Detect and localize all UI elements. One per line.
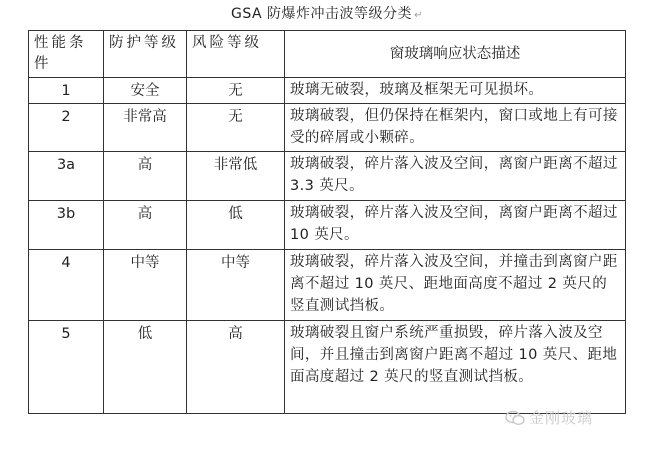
cell-risk: 无 [187, 104, 285, 152]
cell-description: 玻璃破裂且窗户系统严重损毁，碎片落入波及空间，并且撞击到离窗户距离不超过 10 英尺、距地面高度超过 2 英尺的竖直测试挡板。 [285, 321, 626, 414]
cell-protection: 高 [104, 152, 187, 201]
wechat-icon [505, 410, 525, 426]
table-row [29, 78, 626, 104]
table-row [29, 152, 626, 201]
cell-description: 玻璃无破裂，玻璃及框架无可见损坏。 [285, 78, 626, 104]
cell-condition: 1 [29, 78, 104, 104]
table-row [29, 250, 626, 321]
watermark-text: 金刚玻璃 [529, 409, 594, 427]
table-row [29, 104, 626, 152]
cell-risk: 高 [187, 321, 285, 414]
cell-description: 玻璃破裂，但仍保持在框架内，窗口或地上有可接受的碎屑或小颗碎。 [285, 104, 626, 152]
cell-condition: 4 [29, 250, 104, 321]
cell-condition: 3b [29, 201, 104, 250]
cell-protection: 高 [104, 201, 187, 250]
header-row [29, 31, 626, 78]
cell-protection: 安全 [104, 78, 187, 104]
watermark [505, 407, 593, 428]
cell-risk: 中等 [187, 250, 285, 321]
cell-protection: 低 [104, 321, 187, 414]
header-protection: 防护等级 [104, 31, 187, 78]
table-row [29, 201, 626, 250]
cell-condition: 5 [29, 321, 104, 414]
table-caption [0, 3, 654, 27]
cell-description: 玻璃破裂，碎片落入波及空间，并撞击到离窗户距离不超过 10 英尺、距地面高度不超过 2 英尺的竖直测试挡板。 [285, 250, 626, 321]
cell-condition: 3a [29, 152, 104, 201]
cell-condition: 2 [29, 104, 104, 152]
cell-description: 玻璃破裂，碎片落入波及空间，离窗户距离不超过 10 英尺。 [285, 201, 626, 250]
header-condition: 性能条件 [29, 31, 104, 78]
cell-protection: 中等 [104, 250, 187, 321]
paragraph-mark-icon: ↵ [414, 10, 423, 21]
cell-risk: 低 [187, 201, 285, 250]
cell-protection: 非常高 [104, 104, 187, 152]
cell-risk: 无 [187, 78, 285, 104]
gsa-blast-classification-table [28, 30, 626, 414]
table-row [29, 321, 626, 414]
header-description: 窗玻璃响应状态描述 [285, 31, 626, 78]
cell-description: 玻璃破裂，碎片落入波及空间，离窗户距离不超过 3.3 英尺。 [285, 152, 626, 201]
header-risk: 风险等级 [187, 31, 285, 78]
caption-text: GSA 防爆炸冲击波等级分类 [231, 6, 413, 22]
cell-risk: 非常低 [187, 152, 285, 201]
